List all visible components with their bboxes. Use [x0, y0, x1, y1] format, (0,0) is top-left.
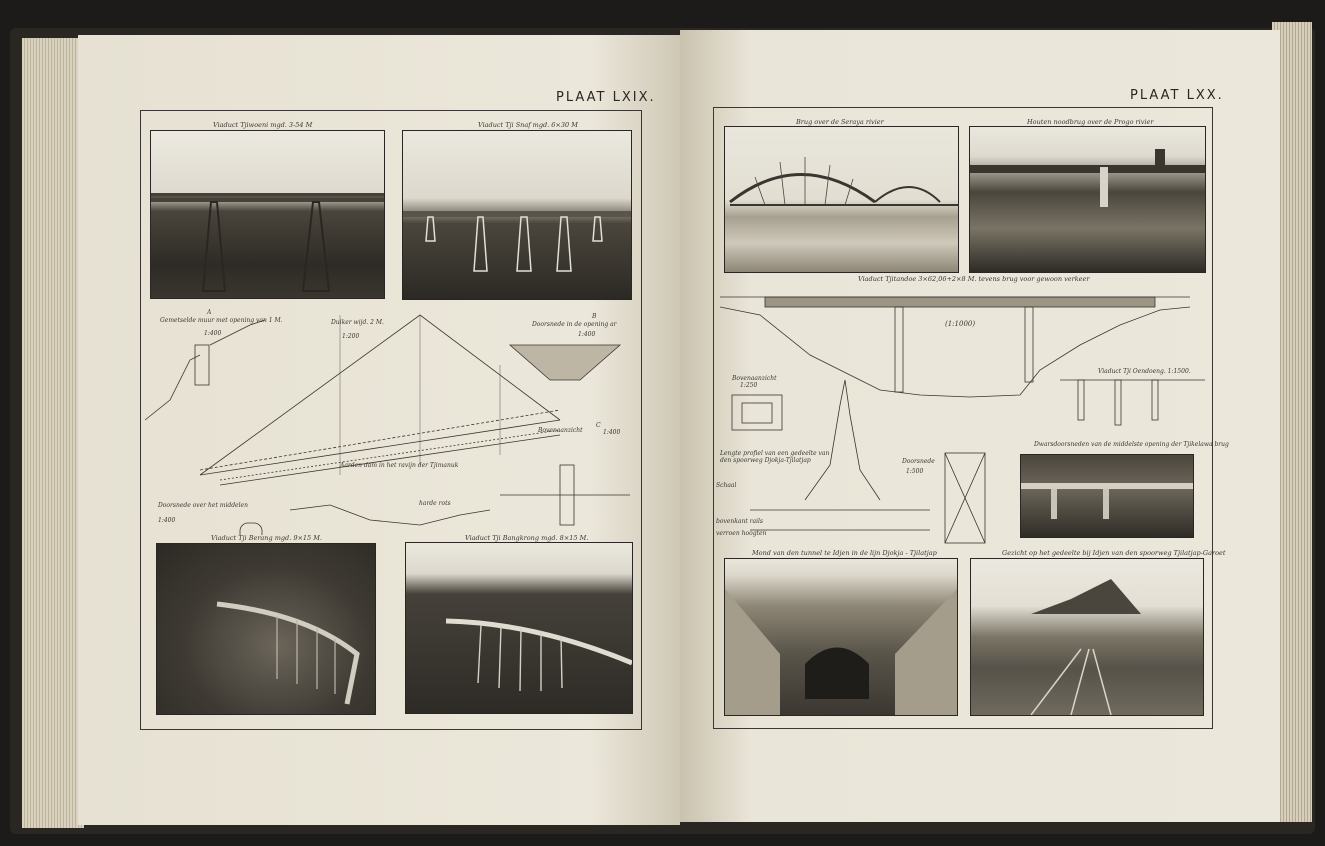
- drawing-scale: 1:500: [906, 468, 924, 475]
- drawing-scale: (1:1000): [945, 320, 976, 328]
- drawing-label-b: B: [592, 313, 597, 320]
- photo-viaduct-tjiwoeni: [150, 130, 385, 299]
- photo-railway-idjen: [970, 558, 1204, 716]
- plate-title-lxx: PLAAT LXX.: [1130, 88, 1224, 103]
- drawing-label: harde rots: [419, 500, 451, 507]
- tunnel-drawing: [725, 559, 957, 715]
- drawing-label: Aarden dam in het ravijn der Tjimanuk: [340, 462, 459, 469]
- drawing-label: Viaduct Tji Oendoeng. 1:1500.: [1098, 368, 1191, 375]
- photo-tunnel-idjen: [724, 558, 958, 716]
- photo-seraya-bridge: [724, 126, 959, 273]
- viaduct-drawing: [151, 131, 384, 298]
- drawing-scale: 1:400: [603, 429, 621, 436]
- left-page: [78, 35, 680, 825]
- photo-viaduct-tjibangkrong: [405, 542, 633, 714]
- curved-viaduct-drawing: [157, 544, 375, 714]
- drawing-label: verroen hoogten: [716, 530, 767, 537]
- viaduct-drawing: [403, 131, 631, 299]
- drawing-scale: 1:250: [740, 382, 758, 389]
- drawing-label: Duiker wijd. 2 M.: [331, 319, 384, 326]
- arch-bridge-drawing: [725, 127, 958, 272]
- photo-caption: Viaduct Tji Berang mgd. 9×15 M.: [211, 534, 322, 542]
- photo-caption: Viaduct Tji Bangkrong mgd. 8×15 M.: [465, 534, 589, 542]
- page-edges-left: [22, 38, 84, 828]
- drawing-label-a: A: [207, 309, 212, 316]
- drawing-scale: 1:400: [578, 331, 596, 338]
- drawing-scale: 1:400: [158, 517, 176, 524]
- drawing-label: Doorsnede in de opening ar: [532, 321, 617, 328]
- drawing-scale: 1:200: [342, 333, 360, 340]
- photo-caption: Brug over de Seraya rivier: [796, 118, 884, 126]
- drawing-label-c: C: [596, 422, 601, 429]
- photo-caption: Viaduct Tji Snaf mgd. 6×30 M: [478, 121, 578, 129]
- drawing-label: Schaal: [716, 482, 737, 489]
- photo-caption: Viaduct Tjiwoeni mgd. 3-54 M: [213, 121, 313, 129]
- photo-caption: Gezicht op het gedeelte bij Idjen van den spoorweg Tjilatjap-Garoet: [1002, 549, 1226, 557]
- drawing-label: Lengte profiel van een gedeelte van den spoorweg Djokja-Tjilatjap: [720, 450, 830, 464]
- plate-title-lxix: PLAAT LXIX.: [556, 90, 656, 105]
- drawing-scale: 1:400: [204, 330, 222, 337]
- photo-viaduct-tjisnaf: [402, 130, 632, 300]
- drawing-label: Dwarsdoorsneden van de middelste opening der Tjikelawa brug: [1034, 441, 1229, 448]
- photo-caption: Mond van den tunnel te Idjen in de lijn Djokja - Tjilatjap: [752, 549, 937, 557]
- drawing-label: Viaduct Tjitandoe 3×62,06+2×8 M. tevens brug voor gewoon verkeer: [858, 275, 1090, 283]
- drawing-label: Bovenaanzicht: [732, 375, 777, 382]
- drawing-label: bovenkant rails: [716, 518, 764, 525]
- drawing-label: Gemetselde muur met opening van 1 M.: [160, 317, 283, 324]
- photo-caption: Houten noodbrug over de Progo rivier: [1027, 118, 1154, 126]
- curved-viaduct-drawing: [406, 543, 632, 713]
- right-page: [680, 30, 1280, 822]
- railway-drawing: [971, 559, 1203, 715]
- drawing-label: Doorsnede over het middelen: [158, 502, 248, 509]
- engineering-drawings-left: [140, 305, 640, 535]
- bridge-drawing: [1021, 455, 1193, 537]
- wooden-bridge-drawing: [970, 127, 1205, 272]
- drawing-label: Bovenaanzicht: [538, 427, 583, 434]
- photo-tjikelawa-bridge: [1020, 454, 1194, 538]
- photo-progo-bridge: [969, 126, 1206, 273]
- drawing-label: Doorsnede: [902, 458, 935, 465]
- photo-viaduct-tjiberang: [156, 543, 376, 715]
